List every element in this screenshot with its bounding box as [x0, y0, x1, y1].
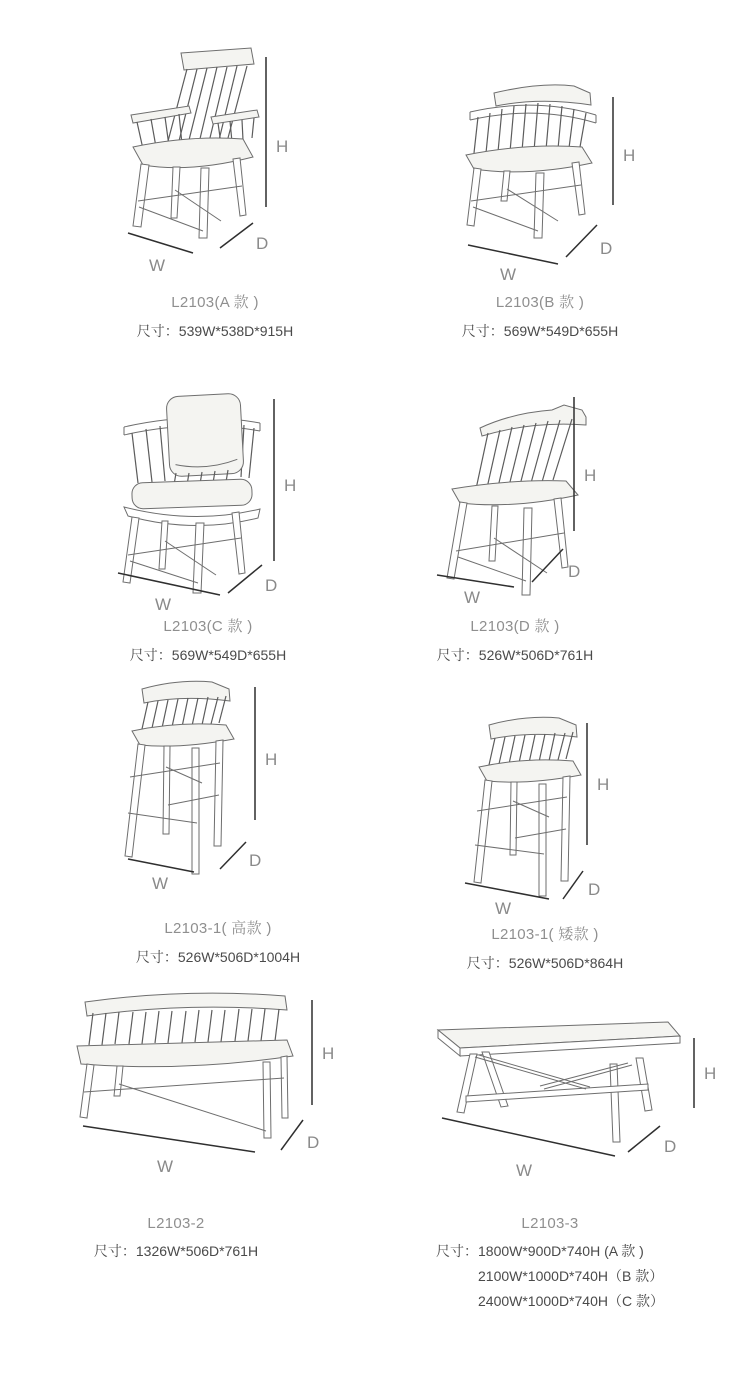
- product-card-d: [375, 383, 655, 703]
- dimension-text-block: [436, 1239, 664, 1314]
- depth-dimension-label: D: [256, 234, 269, 253]
- product-dimensions: [375, 643, 655, 668]
- width-dimension-label: W: [148, 256, 166, 275]
- product-caption: [16, 1215, 336, 1264]
- dimension-lines: [468, 97, 635, 284]
- dining-table-drawing: [412, 980, 742, 1215]
- width-dimension-label: W: [494, 899, 512, 917]
- dimension-text: 尺寸：539W*538D*915H: [136, 323, 294, 339]
- table-top: [438, 1022, 680, 1056]
- bench-back: [85, 993, 287, 1045]
- table-stretcher: [466, 1084, 648, 1102]
- height-dimension-label: H: [276, 137, 289, 156]
- bench-legs: [80, 1056, 288, 1138]
- product-card-bench: [16, 980, 336, 1320]
- product-dimensions: [16, 1239, 336, 1264]
- width-dimension-line: [128, 233, 193, 253]
- depth-dimension-line: [566, 225, 597, 257]
- product-name: L2103-1( 矮款 ): [491, 926, 599, 943]
- dimension-text: 尺寸：526W*506D*1004H: [135, 949, 301, 965]
- product-dimensions: [68, 643, 348, 668]
- depth-dimension-line: [281, 1120, 303, 1150]
- depth-dimension-label: D: [568, 562, 581, 581]
- product-card-a: [75, 35, 355, 380]
- dimension-lines: [128, 687, 277, 893]
- height-dimension-label: H: [265, 750, 278, 769]
- product-name: L2103-1( 高款 ): [164, 920, 272, 937]
- dimension-text: 尺寸：526W*506D*864H: [466, 955, 624, 971]
- depth-dimension-label: D: [588, 880, 601, 899]
- dimension-text: 尺寸：1800W*900D*740H (A 款 ): [436, 1243, 644, 1259]
- depth-dimension-label: D: [307, 1133, 320, 1152]
- height-dimension-label: H: [623, 146, 636, 165]
- product-card-stool-high: [78, 673, 358, 1003]
- depth-dimension-label: D: [600, 239, 613, 258]
- depth-dimension-line: [532, 549, 563, 582]
- armchair-cushion-drawing: [68, 383, 348, 611]
- chair-legs: [467, 162, 585, 238]
- width-dimension-line: [83, 1126, 255, 1152]
- height-dimension-label: H: [322, 1044, 335, 1063]
- width-dimension-label: W: [151, 874, 169, 893]
- product-card-b: [400, 35, 680, 380]
- width-dimension-label: W: [154, 595, 172, 611]
- armchair-low-back-drawing: [410, 35, 690, 285]
- height-dimension-label: H: [584, 466, 597, 485]
- product-dimensions: [78, 945, 358, 970]
- width-dimension-label: W: [156, 1157, 174, 1176]
- side-chair-drawing: [402, 383, 682, 611]
- depth-dimension-line: [220, 842, 246, 869]
- table-legs: [457, 1052, 652, 1142]
- width-dimension-line: [442, 1118, 615, 1156]
- dimension-text: 尺寸：569W*549D*655H: [129, 647, 287, 663]
- product-name: L2103(C 款 ): [163, 618, 253, 635]
- product-card-c: [68, 383, 348, 703]
- product-caption: [68, 615, 348, 668]
- product-name: L2103(D 款 ): [470, 618, 560, 635]
- width-dimension-label: W: [515, 1161, 533, 1180]
- product-name: L2103-3: [521, 1215, 579, 1232]
- width-dimension-line: [128, 859, 194, 872]
- product-caption: [400, 1215, 700, 1314]
- product-card-stool-low: [405, 673, 685, 1003]
- width-dimension-label: W: [499, 265, 517, 284]
- bar-stool-low-drawing: [425, 673, 705, 917]
- product-name: L2103-2: [147, 1215, 205, 1232]
- back-cushion: [166, 393, 244, 477]
- dimension-text: 尺寸：526W*506D*761H: [436, 647, 594, 663]
- product-caption: [78, 917, 358, 970]
- seat-cushion: [132, 479, 253, 509]
- bench-drawing: [35, 980, 355, 1215]
- product-card-table: [400, 980, 717, 1320]
- depth-dimension-label: D: [249, 851, 262, 870]
- dimension-text: 尺寸：1326W*506D*761H: [93, 1243, 259, 1259]
- width-dimension-line: [465, 883, 549, 899]
- product-dimensions: [75, 319, 355, 344]
- depth-dimension-label: D: [664, 1137, 677, 1156]
- dimension-text: 2100W*1000D*740H（B 款）: [478, 1268, 664, 1284]
- product-name: L2103(A 款 ): [171, 294, 259, 311]
- stool-legs: [474, 776, 570, 896]
- dimension-text: 2400W*1000D*740H（C 款）: [478, 1293, 664, 1309]
- chair-back: [476, 405, 586, 489]
- chair-back: [470, 85, 596, 153]
- depth-dimension-line: [628, 1126, 660, 1152]
- width-dimension-line: [468, 245, 558, 264]
- width-dimension-line: [437, 575, 514, 587]
- width-dimension-label: W: [463, 588, 481, 607]
- chair-legs: [133, 158, 246, 238]
- product-dimensions: [405, 951, 685, 976]
- product-dimensions: [400, 1239, 700, 1314]
- height-dimension-label: H: [704, 1064, 717, 1083]
- width-dimension-line: [118, 573, 220, 595]
- depth-dimension-line: [220, 223, 253, 248]
- product-dimensions: [400, 319, 680, 344]
- bar-stool-high-drawing: [78, 673, 358, 911]
- stool-back: [142, 681, 230, 729]
- height-dimension-label: H: [597, 775, 610, 794]
- product-name: L2103(B 款 ): [495, 294, 585, 311]
- stool-back: [489, 717, 577, 765]
- dimension-text: 尺寸：569W*549D*655H: [461, 323, 619, 339]
- product-caption: [375, 615, 655, 668]
- product-caption: [75, 291, 355, 344]
- height-dimension-label: H: [284, 476, 297, 495]
- stool-legs: [125, 740, 223, 874]
- depth-dimension-label: D: [265, 576, 278, 595]
- product-caption: [400, 291, 680, 344]
- product-caption: [405, 923, 685, 976]
- armchair-high-back-drawing: [75, 35, 355, 285]
- chair-legs: [447, 498, 568, 595]
- bench-seat: [77, 1040, 293, 1067]
